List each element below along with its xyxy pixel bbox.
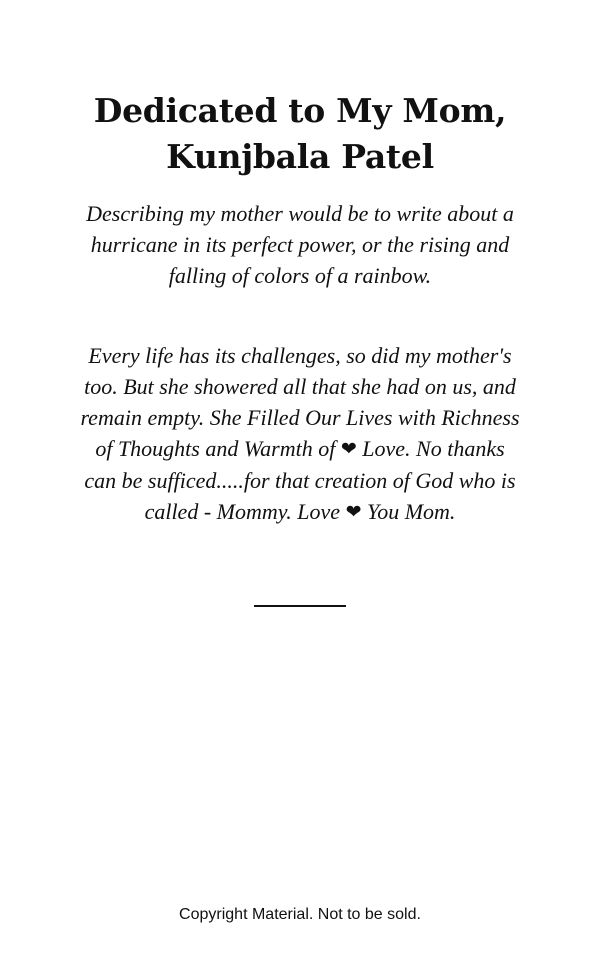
heart-icon: ❤: [345, 501, 362, 523]
dedication-text-part-3: You Mom.: [361, 499, 456, 524]
dedication-paragraph: [80, 340, 520, 528]
dedication-text-part-2: Love. No thanks can be sufficed.....for that creation of God who is called - Mommy. Love: [84, 436, 516, 524]
copyright-notice: Copyright Material. Not to be sold.: [179, 906, 421, 923]
section-divider: [254, 605, 346, 607]
dedication-text-part-1: Every life has its challenges, so did my mother's too. But she showered all that she had on us, and remain empty. She Filled Our Lives with Richness of Thoughts and Warmth of: [80, 343, 520, 461]
title-line-2: Kunjbala Patel: [166, 137, 434, 176]
dedication-title: [60, 88, 540, 180]
intro-paragraph: Describing my mother would be to write about a hurricane in its perfect power, or the rising and falling of colors of a rainbow.: [86, 201, 514, 288]
heart-icon: ❤: [340, 438, 357, 460]
title-line-1: Dedicated to My Mom,: [93, 91, 507, 130]
